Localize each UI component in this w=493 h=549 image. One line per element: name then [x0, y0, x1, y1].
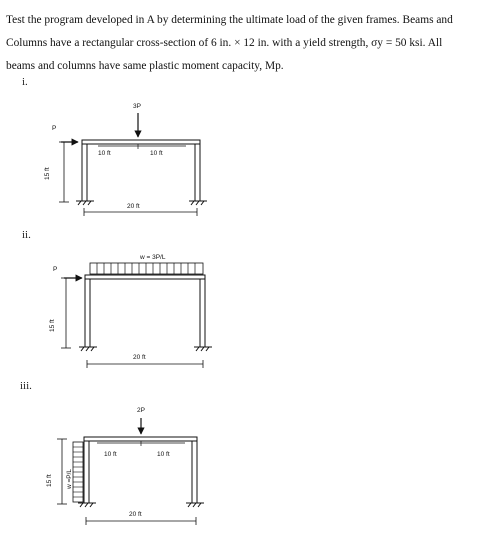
frame-2-width-dimension: [87, 360, 203, 368]
problem-line-2: Columns have a rectangular cross-section of 6 in. × 12 in. with a yield strength, σy = 50 ksi. All: [6, 37, 443, 49]
frame-2-right-column: [200, 279, 205, 347]
frame-2-distributed-load-label: w = 3P/L: [140, 254, 166, 261]
frame-2-right-support: [194, 347, 212, 351]
frame-1-height-dimension: [59, 142, 69, 202]
frame-3-number: iii.: [20, 380, 32, 392]
frame-3-left-span-label: 10 ft: [104, 451, 117, 458]
frame-3-right-span-label: 10 ft: [157, 451, 170, 458]
frame-2-left-column: [85, 279, 90, 347]
frame-1-right-support: [189, 201, 207, 205]
frame-2-distributed-load: [90, 263, 203, 274]
frame-1: [44, 103, 207, 216]
frame-1-width-dimension: [84, 208, 197, 216]
frame-3-height-label: 15 ft: [46, 474, 53, 487]
frame-2-width-label: 20 ft: [133, 354, 146, 361]
frame-1-right-span-label: 10 ft: [150, 150, 163, 157]
frame-3: [46, 407, 204, 525]
frame-1-left-column: [82, 144, 87, 201]
frame-3-right-support: [186, 503, 204, 507]
frame-2-number: ii.: [22, 229, 31, 241]
frame-1-height-label: 15 ft: [44, 167, 51, 180]
frame-1-left-span-label: 10 ft: [98, 150, 111, 157]
frame-2: [49, 254, 212, 368]
frame-2-height-dimension: [61, 278, 71, 348]
frame-2-height-label: 15 ft: [49, 319, 56, 332]
problem-line-1: Test the program developed in A by determining the ultimate load of the given frames. Beams and: [6, 14, 453, 26]
frame-3-beam: [84, 437, 197, 441]
frame-1-right-column: [195, 144, 200, 201]
frame-3-right-column: [192, 441, 197, 503]
frame-2-side-load-label: P: [53, 266, 58, 273]
frame-3-top-load-label: 2P: [137, 407, 145, 414]
frame-3-width-label: 20 ft: [129, 511, 142, 518]
frame-1-left-support: [76, 201, 94, 205]
frame-1-number: i.: [22, 76, 28, 88]
frame-3-left-support: [78, 503, 96, 507]
frame-3-side-load-label: w =P/L: [66, 468, 73, 489]
frame-2-left-support: [79, 347, 97, 351]
frame-1-width-label: 20 ft: [127, 203, 140, 210]
frame-2-beam: [85, 275, 205, 279]
frame-3-left-column: [84, 441, 89, 503]
problem-line-3: beams and columns have same plastic moment capacity, Mp.: [6, 60, 284, 72]
frame-3-width-dimension: [86, 517, 196, 525]
frame-1-beam: [82, 140, 200, 144]
frame-1-side-load-label: P: [52, 125, 57, 132]
frame-1-top-load-label: 3P: [133, 103, 141, 110]
